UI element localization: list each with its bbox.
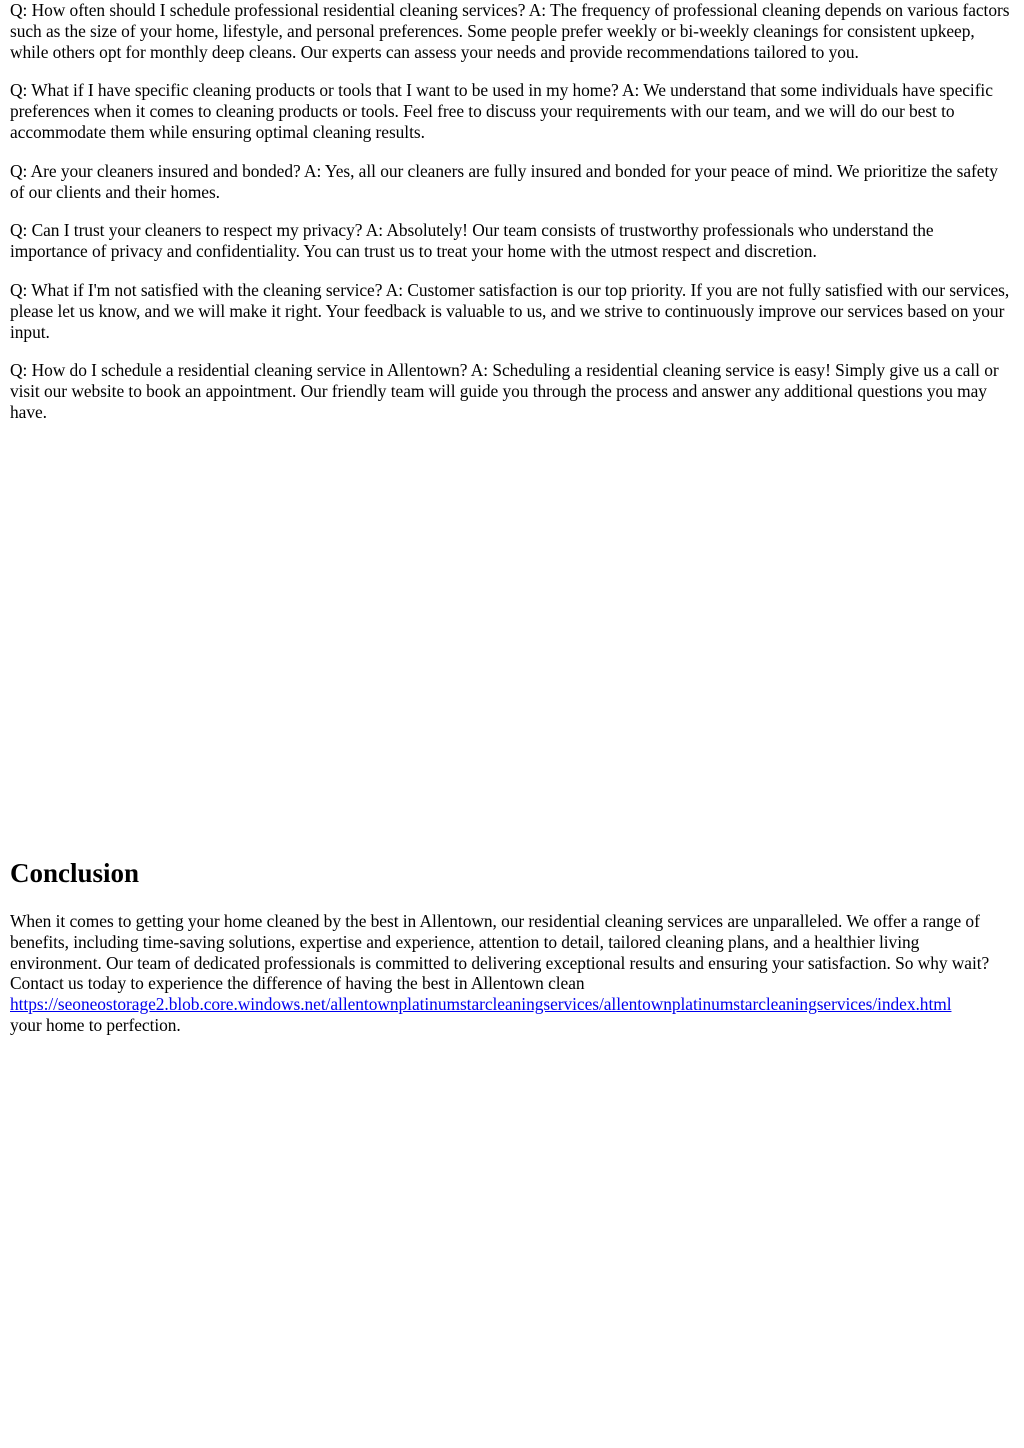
conclusion-paragraph	[10, 911, 1014, 1036]
faq-item-satisfaction: Q: What if I'm not satisfied with the cleaning service? A: Customer satisfaction is our top priority. If you are not fully satisfied with our services, please let us know, and we will make it right. Your feedback is valuable to us, and we strive to continuously improve our services based on your input.	[10, 279, 1010, 342]
conclusion-section	[10, 856, 1014, 1036]
faq-item-scheduling: Q: How do I schedule a residential cleaning service in Allentown? A: Scheduling a residential cleaning service is easy! Simply give us a call or visit our website to book an appointment. Our friendly team will guide you through the process and answer any additional questions you may have.	[10, 360, 999, 422]
faq-item-specific-products: Q: What if I have specific cleaning products or tools that I want to be used in my home? A: We understand that some individuals have specific preferences when it comes to cleaning products or tools. Feel free to discuss your requirements with our team, and we will do our best to accommodate them while ensuring optimal cleaning results.	[10, 80, 993, 142]
faq-item-insured-bonded: Q: Are your cleaners insured and bonded? A: Yes, all our cleaners are fully insured and bonded for your peace of mind. We prioritize the safety of our clients and their homes.	[10, 160, 998, 202]
conclusion-heading: Conclusion	[10, 858, 140, 888]
conclusion-link-line	[10, 994, 1024, 1015]
conclusion-text: When it comes to getting your home cleaned by the best in Allentown, our residential cleaning services are unparalleled. We offer a range of benefits, including time-saving solutions, expertise and experience, attention to detail, tailored cleaning plans, and a healthier living environment. Our team of dedicated professionals is committed to delivering exceptional results and ensuring your satisfaction. So why wait? Contact us today to experience the difference of having the best in Allentown clean	[10, 911, 990, 994]
faq-item-frequency: Q: How often should I schedule professional residential cleaning services? A: The frequency of professional cleaning depends on various factors such as the size of your home, lifestyle, and personal preferences. Some people prefer weekly or bi-weekly cleanings for consistent upkeep, while others opt for monthly deep cleans. Our experts can assess your needs and provide recommendations tailored to you.	[10, 0, 1010, 62]
conclusion-text-end: your home to perfection.	[10, 1014, 181, 1035]
faq-section	[10, 0, 1014, 441]
faq-item-privacy: Q: Can I trust your cleaners to respect my privacy? A: Absolutely! Our team consists of trustworthy professionals who understand the importance of privacy and confidentiality. You can trust us to treat your home with the utmost respect and discretion.	[10, 220, 934, 262]
website-link[interactable]: https://seoneostorage2.blob.core.windows.net/allentownplatinumstarcleaningservices/allentownplatinumstarcleaningservices/index.html	[10, 994, 952, 1015]
